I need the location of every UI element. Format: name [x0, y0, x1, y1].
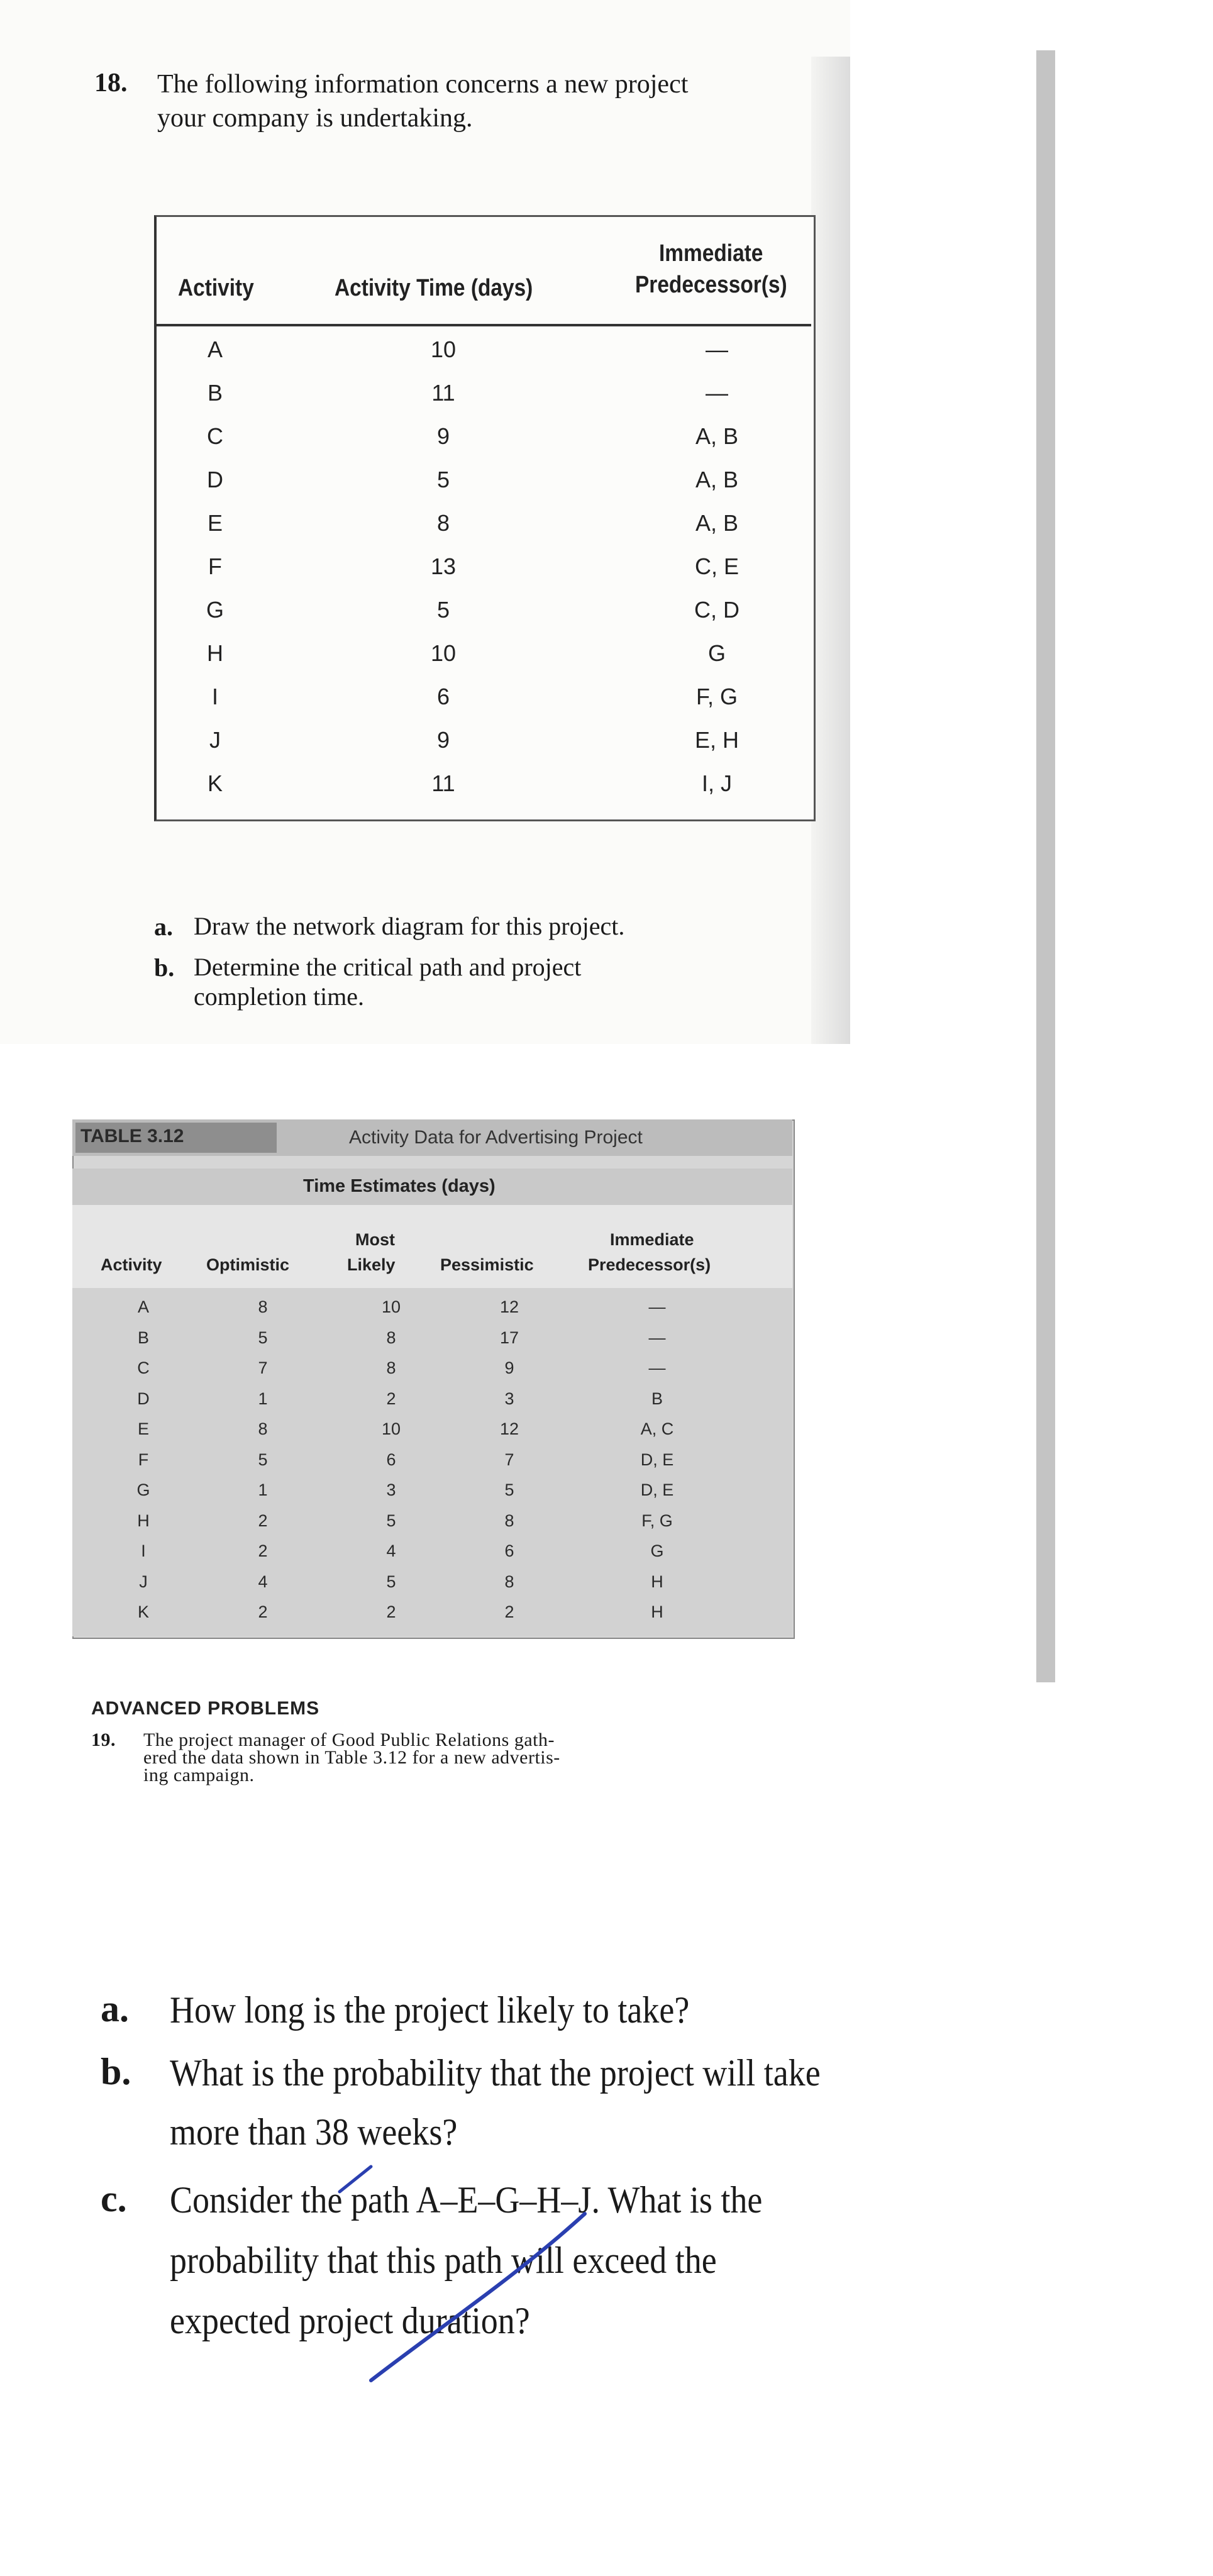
header-predecessors: Predecessor(s) — [635, 272, 787, 298]
cell-predecessors-312: D, E — [640, 1450, 674, 1469]
header-immediate-2: Immediate — [610, 1230, 694, 1249]
cell-activity-312: D — [137, 1389, 150, 1408]
cell-activity-time: 5 — [436, 597, 450, 623]
question-b-line-1: What is the probability that the project will take — [170, 2052, 821, 2094]
problem-19-number: 19. — [91, 1729, 116, 1750]
part-b-line-2: completion time. — [194, 982, 365, 1011]
cell-activity-312: B — [137, 1328, 149, 1347]
cell-optimistic: 2 — [258, 1541, 268, 1560]
header-likely: Likely — [347, 1255, 396, 1274]
question-c-line-2: probability that this path will exceed the — [170, 2240, 717, 2281]
question-a-label: a. — [101, 1988, 129, 2029]
pen-stroke-slash — [340, 2167, 371, 2192]
cell-activity: H — [207, 640, 223, 666]
cell-activity-time: 9 — [436, 727, 450, 753]
cell-activity-time: 10 — [430, 640, 457, 666]
cell-activity-time: 11 — [431, 380, 455, 406]
cell-most-likely: 2 — [386, 1389, 396, 1408]
cell-most-likely: 5 — [386, 1511, 396, 1530]
cell-activity: D — [207, 467, 223, 492]
cell-predecessors-312: B — [651, 1389, 663, 1408]
cell-activity-time: 9 — [436, 423, 450, 449]
cell-predecessors: — — [706, 336, 728, 362]
cell-activity: G — [206, 597, 224, 623]
part-b-label: b. — [154, 953, 175, 982]
cell-optimistic: 2 — [258, 1602, 268, 1621]
cell-activity: B — [207, 380, 223, 406]
cell-optimistic: 5 — [258, 1450, 268, 1469]
cell-predecessors: A, B — [695, 423, 739, 449]
header-optimistic: Optimistic — [206, 1255, 290, 1274]
cell-predecessors: A, B — [695, 510, 739, 536]
header-pessimistic: Pessimistic — [440, 1255, 534, 1274]
cell-pessimistic: 7 — [504, 1450, 514, 1469]
cell-activity: K — [207, 770, 223, 796]
question-b-label: b. — [101, 2051, 131, 2092]
cell-activity: J — [209, 727, 221, 753]
cell-predecessors: E, H — [694, 727, 739, 753]
header-predecessors-2: Predecessor(s) — [588, 1255, 711, 1274]
cell-predecessors-312: F, G — [641, 1511, 673, 1530]
cell-most-likely: 6 — [386, 1450, 396, 1469]
cell-pessimistic: 2 — [504, 1602, 514, 1621]
header-activity: Activity — [178, 275, 254, 301]
cell-predecessors-312: — — [648, 1328, 666, 1347]
cell-predecessors: G — [707, 640, 726, 666]
cell-activity-time: 10 — [430, 336, 457, 362]
cell-most-likely: 8 — [386, 1358, 396, 1377]
problem-19-line-2: ered the data shown in Table 3.12 for a new advertis- — [143, 1747, 560, 1768]
cell-activity: E — [207, 510, 223, 536]
cell-most-likely: 5 — [386, 1572, 396, 1591]
cell-predecessors-312: — — [648, 1358, 666, 1377]
header-activity-time: Activity Time (days) — [335, 275, 533, 301]
table-badge-label: TABLE 3.12 — [80, 1126, 184, 1146]
cell-activity: A — [207, 336, 223, 362]
part-a-text: Draw the network diagram for this project. — [194, 912, 625, 940]
cell-most-likely: 10 — [381, 1419, 401, 1438]
cell-activity-312: E — [137, 1419, 149, 1438]
cell-optimistic: 1 — [258, 1389, 268, 1408]
cell-predecessors-312: H — [651, 1602, 663, 1621]
cell-most-likely: 2 — [386, 1602, 396, 1621]
cell-most-likely: 4 — [386, 1541, 396, 1560]
cell-activity: C — [207, 423, 223, 449]
cell-activity-time: 11 — [431, 770, 455, 796]
cell-most-likely: 3 — [386, 1480, 396, 1499]
question-b-line-2: more than 38 weeks? — [170, 2111, 458, 2153]
cell-pessimistic: 8 — [504, 1572, 514, 1591]
cell-activity-312: J — [139, 1572, 148, 1591]
cell-activity-312: G — [136, 1480, 150, 1499]
header-immediate: Immediate — [659, 240, 763, 267]
problem-18-line-2: your company is undertaking. — [157, 104, 473, 133]
cell-predecessors: C, D — [694, 597, 739, 623]
cell-activity: I — [211, 684, 218, 709]
cell-activity-time: 5 — [436, 467, 450, 492]
cell-pessimistic: 17 — [499, 1328, 519, 1347]
cell-optimistic: 2 — [258, 1511, 268, 1530]
cell-predecessors-312: A, C — [640, 1419, 674, 1438]
cell-pessimistic: 8 — [504, 1511, 514, 1530]
cell-pessimistic: 5 — [504, 1480, 514, 1499]
question-a-text: How long is the project likely to take? — [170, 1989, 690, 2031]
cell-activity-time: 6 — [436, 684, 450, 709]
cell-most-likely: 10 — [381, 1297, 401, 1316]
cell-optimistic: 8 — [258, 1297, 268, 1316]
time-estimates-header: Time Estimates (days) — [303, 1176, 496, 1196]
cell-activity: F — [208, 553, 222, 579]
cell-predecessors: F, G — [695, 684, 738, 709]
advanced-problems-heading: ADVANCED PROBLEMS — [91, 1698, 320, 1719]
problem-18-number: 18. — [94, 69, 128, 97]
cell-pessimistic: 6 — [504, 1541, 514, 1560]
question-c-label: c. — [101, 2178, 127, 2219]
cell-activity-312: A — [137, 1297, 149, 1316]
cell-activity-time: 13 — [430, 553, 457, 579]
cell-pessimistic: 3 — [504, 1389, 514, 1408]
cell-activity-time: 8 — [436, 510, 450, 536]
cell-predecessors: — — [706, 380, 728, 406]
cell-predecessors-312: H — [651, 1572, 663, 1591]
question-c-line-1: Consider the path A–E–G–H–J. What is the — [170, 2179, 763, 2221]
cell-pessimistic: 12 — [499, 1419, 519, 1438]
cell-optimistic: 7 — [258, 1358, 268, 1377]
cell-pessimistic: 12 — [499, 1297, 519, 1316]
cell-optimistic: 4 — [258, 1572, 268, 1591]
cell-predecessors: A, B — [695, 467, 739, 492]
problem-19-line-3: ing campaign. — [143, 1765, 255, 1785]
pen-stroke-line — [371, 2214, 585, 2380]
cell-predecessors-312: D, E — [640, 1480, 674, 1499]
cell-activity-312: C — [137, 1358, 150, 1377]
cell-predecessors-312: G — [650, 1541, 664, 1560]
part-b-line-1: Determine the critical path and project — [194, 953, 582, 981]
question-c-line-3: expected project duration? — [170, 2300, 530, 2341]
part-a-label: a. — [154, 913, 173, 941]
cell-predecessors: C, E — [694, 553, 739, 579]
cell-optimistic: 8 — [258, 1419, 268, 1438]
cell-activity-312: K — [137, 1602, 149, 1621]
header-most: Most — [355, 1230, 395, 1249]
cell-activity-312: F — [138, 1450, 149, 1469]
cell-optimistic: 5 — [258, 1328, 268, 1347]
table-title: Activity Data for Advertising Project — [349, 1127, 643, 1148]
problem-18-line-1: The following information concerns a new project — [157, 70, 689, 99]
header-activity-2: Activity — [101, 1255, 162, 1274]
cell-pessimistic: 9 — [504, 1358, 514, 1377]
cell-activity-312: H — [137, 1511, 150, 1530]
cell-optimistic: 1 — [258, 1480, 268, 1499]
problem-19-line-1: The project manager of Good Public Relations gath- — [143, 1729, 555, 1750]
cell-predecessors-312: — — [648, 1297, 666, 1316]
cell-activity-312: I — [141, 1541, 146, 1560]
cell-most-likely: 8 — [386, 1328, 396, 1347]
cell-predecessors: I, J — [701, 770, 732, 796]
